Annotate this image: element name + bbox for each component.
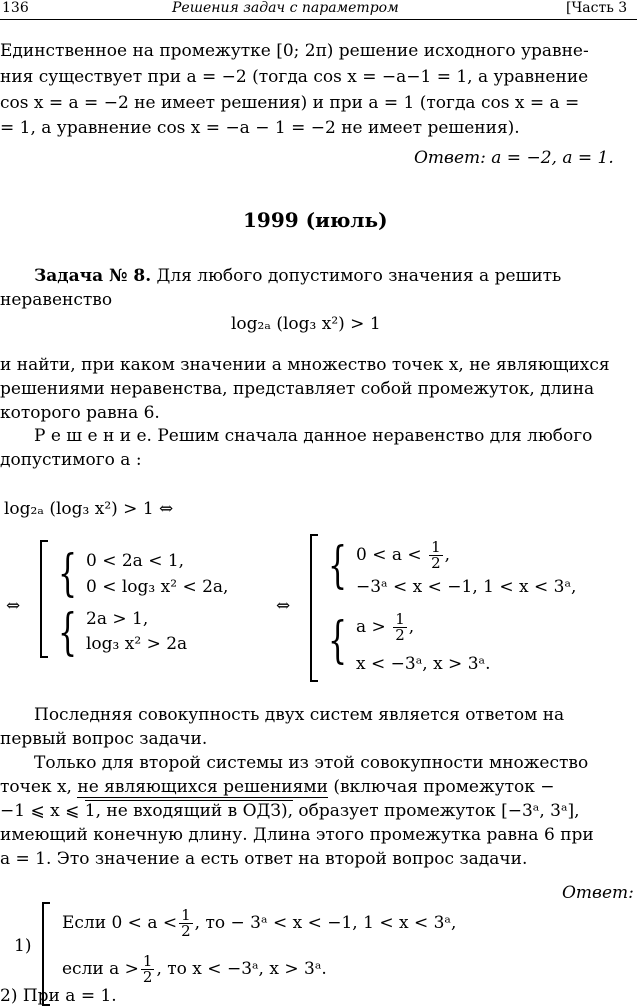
problem-line-2: неравенство bbox=[0, 290, 113, 310]
right-sys1-b: −3ᵃ < x < −1, 1 < x < 3ᵃ, bbox=[356, 577, 577, 597]
fraction-numerator: 1 bbox=[181, 906, 191, 924]
fraction-denominator: 2 bbox=[395, 626, 405, 644]
right-sys2-a: a > $\frac{1}{2}$ , bbox=[356, 610, 415, 644]
discussion-p2-line-1: Только для второй системы из этой совокупности множество bbox=[34, 753, 589, 773]
part-label: [Часть 3 bbox=[566, 0, 628, 16]
final-case-2 bbox=[62, 954, 327, 985]
intro-line-3: cos x = a = −2 не имеет решения) и при a = 1 (тогда cos x = a = bbox=[0, 93, 580, 113]
solution-line-1 bbox=[34, 425, 592, 448]
left-sys2-b: log₃ x² > 2a bbox=[86, 634, 188, 654]
left-sys1-a: 0 < 2a < 1, bbox=[86, 551, 185, 571]
right-set-bracket bbox=[310, 534, 318, 682]
right-sys2-a-text: a > bbox=[356, 617, 386, 637]
header-rule bbox=[0, 19, 637, 20]
equiv-start: log₂ₐ (log₃ x²) > 1 ⇔ bbox=[4, 499, 174, 519]
running-title: Решения задач с параметром bbox=[172, 0, 399, 16]
problem-line-1 bbox=[34, 265, 561, 288]
intro-line-1: Единственное на промежутке [0; 2π) решение исходного уравне- bbox=[0, 41, 589, 61]
left-sys2-brace: { bbox=[58, 603, 78, 661]
final-answer-label: Ответ: bbox=[562, 883, 634, 903]
final-case-1 bbox=[62, 908, 456, 939]
final-case-2-fraction bbox=[141, 954, 155, 985]
overlined-phrase: 1, не входящий в ОДЗ), bbox=[84, 801, 293, 821]
right-sys2-b: x < −3ᵃ, x > 3ᵃ. bbox=[356, 654, 491, 674]
p2-line-2-end: (включая промежуток − bbox=[333, 777, 555, 797]
right-sys2-fraction bbox=[393, 612, 407, 643]
right-sys1-a-text: 0 < a < bbox=[356, 545, 422, 565]
solution-line-1-rest: Решим сначала данное неравенство для любого bbox=[157, 426, 593, 446]
fraction-numerator: 1 bbox=[431, 538, 441, 556]
p2-line-3-start: −1 ⩽ x ⩽ bbox=[0, 801, 80, 821]
final-item-2: 2) При a = 1. bbox=[0, 986, 117, 1006]
discussion-p2-line-4: имеющий конечную длину. Длина этого промежутка равна 6 при bbox=[0, 825, 594, 845]
solution-label: Р е ш е н и е. bbox=[34, 426, 152, 446]
right-sys1-a: 0 < a < $\frac{1}{2}$ , bbox=[356, 538, 451, 572]
final-case-2-post: , то x < −3ᵃ, x > 3ᵃ. bbox=[156, 959, 327, 979]
fraction-denominator: 2 bbox=[431, 554, 441, 572]
final-case-1-pre: Если 0 < a < bbox=[62, 913, 178, 933]
fraction-numerator: 1 bbox=[142, 952, 153, 970]
problem-line-3: и найти, при каком значении a множество точек x, не являющихся bbox=[0, 355, 610, 375]
page-number: 136 bbox=[2, 0, 29, 16]
discussion-p2-line-5: a = 1. Это значение a есть ответ на второй вопрос задачи. bbox=[0, 849, 528, 869]
equiv-arrow-right: ⇔ bbox=[276, 596, 291, 616]
problem-inequality: log₂ₐ (log₃ x²) > 1 bbox=[231, 314, 381, 334]
final-case-1-post: , то − 3ᵃ < x < −1, 1 < x < 3ᵃ, bbox=[194, 913, 457, 933]
left-sys2-a: 2a > 1, bbox=[86, 609, 149, 629]
intro-line-4: = 1, а уравнение cos x = −a − 1 = −2 не имеет решения). bbox=[0, 118, 520, 138]
discussion-p2-line-2 bbox=[0, 776, 555, 799]
final-item-1-number: 1) bbox=[14, 936, 32, 956]
discussion-p1-line-1: Последняя совокупность двух систем является ответом на bbox=[34, 705, 565, 725]
left-sys1-b: 0 < log₃ x² < 2a, bbox=[86, 577, 229, 597]
problem-label: Задача № 8. bbox=[34, 266, 152, 286]
fraction-denominator: 2 bbox=[181, 922, 191, 940]
discussion-p1-line-2: первый вопрос задачи. bbox=[0, 729, 208, 749]
right-sys2-brace: { bbox=[328, 611, 348, 669]
equiv-arrow-left: ⇔ bbox=[6, 596, 21, 616]
fraction-denominator: 2 bbox=[142, 968, 153, 986]
problem-line-1-rest: Для любого допустимого значения a решить bbox=[156, 266, 562, 286]
right-sys1-brace: { bbox=[328, 536, 348, 594]
problem-line-4: решениями неравенства, представляет собой промежуток, длина bbox=[0, 379, 595, 399]
discussion-p2-line-3 bbox=[0, 800, 580, 823]
fraction-numerator: 1 bbox=[395, 610, 405, 628]
left-set-bracket bbox=[40, 540, 48, 658]
right-sys1-fraction bbox=[429, 540, 443, 571]
final-case-2-pre: если a > bbox=[62, 959, 139, 979]
section-title: 1999 (июль) bbox=[243, 208, 388, 232]
left-sys1-brace: { bbox=[58, 544, 78, 602]
underlined-phrase: не являющихся решениями bbox=[77, 777, 328, 797]
p2-line-2-start: точек x, bbox=[0, 777, 72, 797]
problem-line-5: которого равна 6. bbox=[0, 403, 160, 423]
intro-line-2: ния существует при a = −2 (тогда cos x = −a−1 = 1, а уравнение bbox=[0, 67, 589, 87]
final-case-1-fraction bbox=[179, 908, 193, 939]
solution-line-2: допустимого a : bbox=[0, 450, 142, 470]
p2-line-3-end: образует промежуток [−3ᵃ, 3ᵃ], bbox=[298, 801, 580, 821]
intro-answer: Ответ: a = −2, a = 1. bbox=[414, 148, 614, 168]
